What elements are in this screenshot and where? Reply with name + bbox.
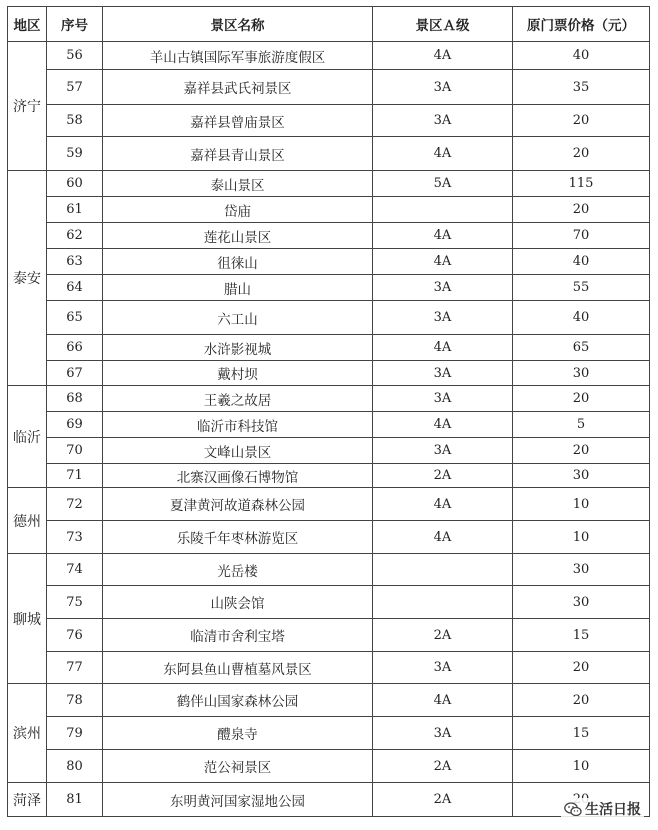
grade-cell: 2A (373, 783, 513, 817)
seq-cell: 77 (47, 652, 103, 684)
table-row (8, 684, 650, 717)
grade-cell: 3A (373, 105, 513, 137)
grade-cell: 4A (373, 335, 513, 361)
seq-cell: 65 (47, 301, 103, 335)
watermark-text: 生活日报 (585, 802, 641, 818)
price-cell: 40 (513, 301, 650, 335)
price-cell: 40 (513, 249, 650, 275)
seq-cell: 71 (47, 464, 103, 488)
grade-cell: 3A (373, 438, 513, 464)
price-cell: 30 (513, 554, 650, 586)
watermark (561, 798, 644, 820)
region-cell: 临沂 (8, 386, 47, 488)
name-cell: 北寨汉画像石博物馆 (103, 464, 373, 488)
grade-cell: 3A (373, 301, 513, 335)
name-cell: 嘉祥县青山景区 (103, 137, 373, 171)
grade-cell: 3A (373, 652, 513, 684)
table-row (8, 137, 650, 171)
name-cell: 岱庙 (103, 197, 373, 223)
seq-cell: 69 (47, 412, 103, 438)
seq-cell: 79 (47, 717, 103, 750)
grade-cell: 3A (373, 361, 513, 386)
grade-cell: 4A (373, 684, 513, 717)
name-cell: 山陕会馆 (103, 586, 373, 619)
grade-cell: 4A (373, 521, 513, 554)
table-row (8, 105, 650, 137)
grade-cell: 4A (373, 42, 513, 70)
region-cell: 聊城 (8, 554, 47, 684)
grade-cell (373, 586, 513, 619)
price-cell: 15 (513, 619, 650, 652)
grade-cell: 4A (373, 412, 513, 438)
name-cell: 范公祠景区 (103, 750, 373, 783)
table-row (8, 438, 650, 464)
name-cell: 莲花山景区 (103, 223, 373, 249)
name-cell: 嘉祥县武氏祠景区 (103, 70, 373, 105)
seq-cell: 62 (47, 223, 103, 249)
header-price: 原门票价格（元） (513, 7, 650, 42)
name-cell: 临沂市科技馆 (103, 412, 373, 438)
price-cell: 15 (513, 717, 650, 750)
table-row (8, 70, 650, 105)
price-cell: 5 (513, 412, 650, 438)
name-cell: 水浒影视城 (103, 335, 373, 361)
grade-cell: 2A (373, 464, 513, 488)
seq-cell: 81 (47, 783, 103, 817)
table-header-row (8, 7, 650, 42)
table-row (8, 42, 650, 70)
table-row (8, 301, 650, 335)
name-cell: 徂徕山 (103, 249, 373, 275)
seq-cell: 75 (47, 586, 103, 619)
seq-cell: 74 (47, 554, 103, 586)
table-row (8, 361, 650, 386)
seq-cell: 68 (47, 386, 103, 412)
seq-cell: 59 (47, 137, 103, 171)
table-row (8, 386, 650, 412)
price-cell: 10 (513, 521, 650, 554)
table-row (8, 619, 650, 652)
grade-cell: 3A (373, 386, 513, 412)
price-cell: 20 (513, 438, 650, 464)
grade-cell: 3A (373, 717, 513, 750)
price-cell: 10 (513, 750, 650, 783)
header-region: 地区 (8, 7, 47, 42)
table-row (8, 335, 650, 361)
price-cell: 30 (513, 464, 650, 488)
price-cell: 20 (513, 197, 650, 223)
seq-cell: 56 (47, 42, 103, 70)
seq-cell: 66 (47, 335, 103, 361)
header-grade: 景区Ａ级 (373, 7, 513, 42)
header-name: 景区名称 (103, 7, 373, 42)
seq-cell: 70 (47, 438, 103, 464)
price-cell: 70 (513, 223, 650, 249)
seq-cell: 63 (47, 249, 103, 275)
name-cell: 醴泉寺 (103, 717, 373, 750)
name-cell: 光岳楼 (103, 554, 373, 586)
grade-cell: 5A (373, 171, 513, 197)
table-row (8, 249, 650, 275)
table-row (8, 412, 650, 438)
table-row (8, 783, 650, 817)
price-cell: 115 (513, 171, 650, 197)
name-cell: 腊山 (103, 275, 373, 301)
name-cell: 夏津黄河故道森林公园 (103, 488, 373, 521)
price-cell: 20 (513, 105, 650, 137)
seq-cell: 57 (47, 70, 103, 105)
price-cell: 20 (513, 684, 650, 717)
seq-cell: 72 (47, 488, 103, 521)
price-cell: 20 (513, 652, 650, 684)
grade-cell: 2A (373, 619, 513, 652)
table-row (8, 223, 650, 249)
price-cell: 20 (513, 137, 650, 171)
name-cell: 乐陵千年枣林游览区 (103, 521, 373, 554)
table-row (8, 586, 650, 619)
price-cell: 30 (513, 586, 650, 619)
price-cell: 10 (513, 488, 650, 521)
wechat-icon (564, 802, 582, 817)
grade-cell (373, 554, 513, 586)
price-cell: 20 (513, 386, 650, 412)
scenic-price-table (7, 6, 650, 817)
price-cell: 65 (513, 335, 650, 361)
grade-cell: 4A (373, 137, 513, 171)
table-row (8, 717, 650, 750)
seq-cell: 67 (47, 361, 103, 386)
name-cell: 王羲之故居 (103, 386, 373, 412)
name-cell: 六工山 (103, 301, 373, 335)
seq-cell: 61 (47, 197, 103, 223)
seq-cell: 80 (47, 750, 103, 783)
grade-cell (373, 197, 513, 223)
name-cell: 东明黄河国家湿地公园 (103, 783, 373, 817)
name-cell: 鹤伴山国家森林公园 (103, 684, 373, 717)
name-cell: 临清市舍利宝塔 (103, 619, 373, 652)
table-row (8, 197, 650, 223)
seq-cell: 58 (47, 105, 103, 137)
name-cell: 羊山古镇国际军事旅游度假区 (103, 42, 373, 70)
table-row (8, 521, 650, 554)
grade-cell: 3A (373, 70, 513, 105)
grade-cell: 4A (373, 223, 513, 249)
region-cell: 济宁 (8, 42, 47, 171)
table-row (8, 488, 650, 521)
name-cell: 东阿县鱼山曹植墓风景区 (103, 652, 373, 684)
table-row (8, 554, 650, 586)
name-cell: 戴村坝 (103, 361, 373, 386)
table-row (8, 750, 650, 783)
grade-cell: 4A (373, 249, 513, 275)
name-cell: 嘉祥县曾庙景区 (103, 105, 373, 137)
table-row (8, 652, 650, 684)
price-cell: 30 (513, 361, 650, 386)
region-cell: 泰安 (8, 171, 47, 386)
region-cell: 德州 (8, 488, 47, 554)
grade-cell: 2A (373, 750, 513, 783)
grade-cell: 3A (373, 275, 513, 301)
region-cell: 滨州 (8, 684, 47, 783)
name-cell: 文峰山景区 (103, 438, 373, 464)
seq-cell: 60 (47, 171, 103, 197)
region-cell: 菏泽 (8, 783, 47, 817)
table-row (8, 275, 650, 301)
table-body (8, 42, 650, 817)
seq-cell: 73 (47, 521, 103, 554)
grade-cell: 4A (373, 488, 513, 521)
table-row (8, 464, 650, 488)
seq-cell: 78 (47, 684, 103, 717)
header-seq: 序号 (47, 7, 103, 42)
name-cell: 泰山景区 (103, 171, 373, 197)
price-cell: 55 (513, 275, 650, 301)
seq-cell: 76 (47, 619, 103, 652)
price-cell: 40 (513, 42, 650, 70)
table-row (8, 171, 650, 197)
price-cell: 35 (513, 70, 650, 105)
seq-cell: 64 (47, 275, 103, 301)
